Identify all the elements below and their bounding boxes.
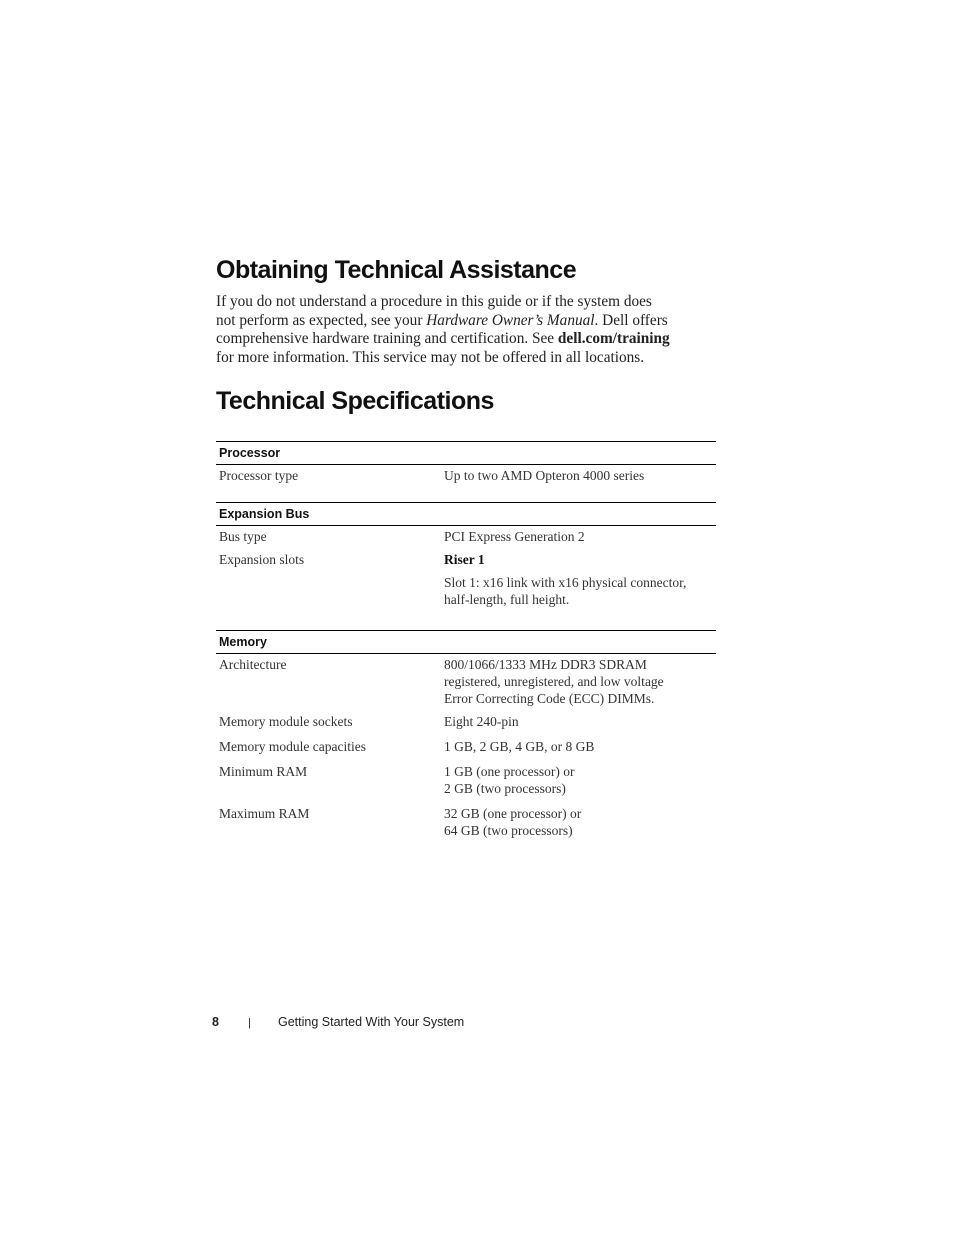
table-row — [216, 713, 716, 738]
spec-value: 1 GB (one processor) or 2 GB (two processors) — [444, 764, 575, 796]
footer-separator: | — [248, 1017, 251, 1029]
table-row — [216, 805, 716, 847]
spec-label: Bus type — [219, 529, 267, 544]
training-link[interactable]: dell.com/training — [557, 330, 670, 347]
group-header-processor: Processor — [216, 441, 716, 465]
riser-label: Riser 1 — [444, 552, 485, 567]
group-header-expansion-bus: Expansion Bus — [216, 502, 716, 526]
spec-value: 32 GB (one processor) or 64 GB (two processors) — [444, 806, 582, 838]
spec-value: PCI Express Generation 2 — [444, 529, 585, 544]
table-row — [216, 763, 716, 805]
paragraph-line: If you do not understand a procedure in this guide or if the system does — [216, 293, 652, 310]
heading-technical-specifications: Technical Specifications — [216, 387, 494, 415]
spec-label: Processor type — [219, 468, 299, 483]
table-row — [216, 654, 716, 713]
page-number: 8 — [212, 1015, 219, 1029]
specifications-table — [216, 441, 716, 847]
spec-label: Memory module sockets — [219, 714, 353, 729]
table-row — [216, 738, 716, 763]
table-row — [216, 551, 716, 629]
paragraph-line: for more information. This service may not be offered in all locations. — [216, 348, 645, 366]
paragraph-line: not perform as expected, see your Hardware Owner’s Manual. Dell offers — [216, 311, 668, 329]
paragraph-line: comprehensive hardware training and certification. See dell.com/training — [216, 330, 670, 347]
spec-value: 1 GB, 2 GB, 4 GB, or 8 GB — [444, 739, 595, 754]
spec-value: 800/1066/1333 MHz DDR3 SDRAM registered, unregistered, and low voltage Error Correcting Code (ECC) DIMMs. — [444, 657, 664, 706]
table-row — [216, 465, 716, 500]
spec-label: Memory module capacities — [219, 739, 366, 754]
group-header-memory: Memory — [216, 630, 716, 654]
footer-title: Getting Started With Your System — [278, 1015, 465, 1029]
manual-title: Hardware Owner’s Manual — [426, 311, 595, 329]
spec-value: Eight 240-pin — [444, 714, 519, 729]
spec-value: Up to two AMD Opteron 4000 series — [444, 468, 645, 483]
spec-label: Maximum RAM — [219, 806, 310, 821]
spec-label: Minimum RAM — [219, 764, 308, 779]
heading-obtaining-technical-assistance: Obtaining Technical Assistance — [216, 256, 577, 284]
spec-label: Expansion slots — [219, 552, 305, 567]
assistance-paragraph — [216, 293, 686, 367]
spec-value: Riser 1 Slot 1: x16 link with x16 physical connector, half-length, full height. — [444, 551, 716, 629]
table-row — [216, 526, 716, 551]
spec-label: Architecture — [219, 657, 287, 672]
